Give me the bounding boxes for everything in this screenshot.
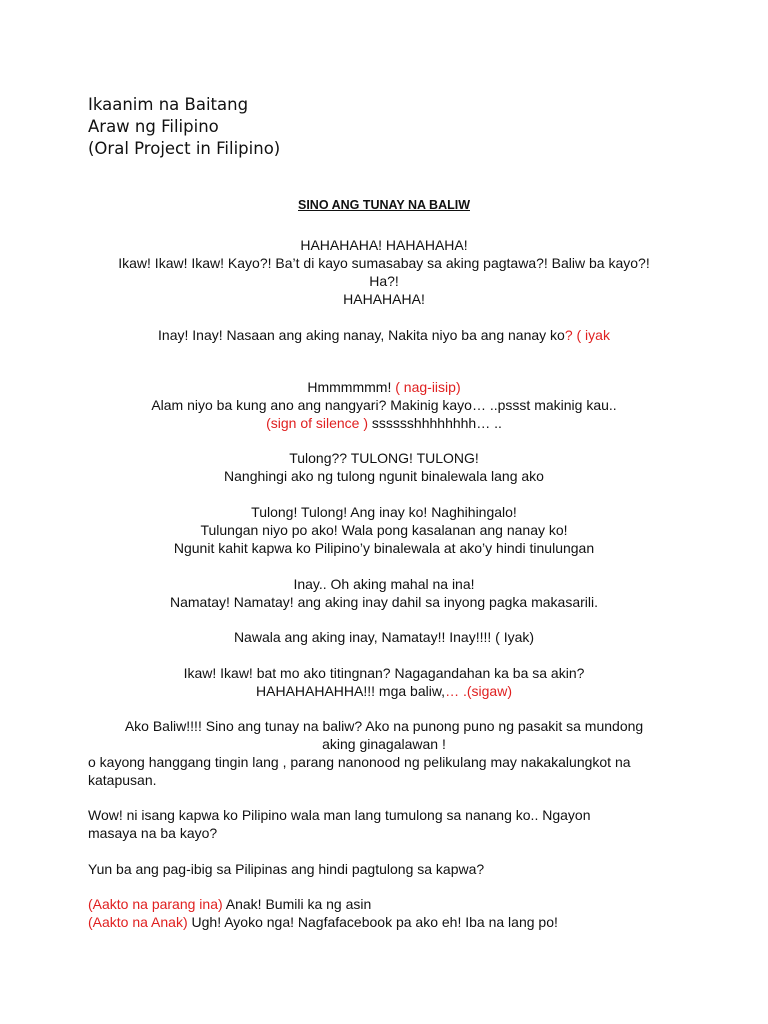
script-line (0, 414, 768, 432)
script-line (0, 326, 768, 344)
line-text: sssssshhhhhhhh… .. (368, 415, 502, 431)
script-line: Nawala ang aking inay, Namatay!! Inay!!!! ( Iyak) (233, 629, 535, 645)
script-line: HAHAHAHA! HAHAHAHA! (300, 237, 468, 253)
header-project: (Oral Project in Filipino) (88, 139, 281, 158)
script-line: Inay.. Oh aking mahal na ina! (293, 576, 475, 592)
script-line: Ngunit kahit kapwa ko Pilipino’y binalewala at ako’y hindi tinulungan (173, 540, 595, 556)
stage-direction: (Aakto na parang ina) (88, 896, 223, 912)
line-text: Inay! Inay! Nasaan ang aking nanay, Nakita niyo ba ang nanay ko (158, 327, 565, 343)
script-line: Ikaw! Ikaw! bat mo ako titingnan? Nagagandahan ka ba sa akin? (183, 665, 585, 681)
script-line: aking ginagalawan ! (322, 736, 446, 752)
stage-direction: (sign of silence ) (266, 415, 369, 431)
stage-direction: ( nag-iisip) (395, 379, 461, 395)
script-line (0, 378, 768, 396)
script-line: HAHAHAHA! (343, 291, 425, 307)
line-text: Anak! Bumili ka ng asin (222, 896, 372, 912)
script-line: Tulong?? TULONG! TULONG! (289, 450, 479, 466)
line-text: Hmmmmmm! (307, 379, 396, 395)
script-line: o kayong hanggang tingin lang , parang nanonood ng pelikulang may nakakalungkot na (88, 754, 631, 770)
script-line (88, 913, 558, 931)
header-event: Araw ng Filipino (88, 117, 219, 136)
script-line: Tulong! Tulong! Ang inay ko! Naghihingalo! (251, 504, 517, 520)
script-line: Wow! ni isang kapwa ko Pilipino wala man lang tumulong sa nanang ko.. Ngayon (88, 807, 591, 823)
document-header (88, 94, 280, 160)
script-line: katapusan. (88, 772, 157, 788)
script-line: Namatay! Namatay! ang aking inay dahil sa inyong pagka makasarili. (169, 594, 598, 610)
script-line (88, 895, 371, 913)
script-title: SINO ANG TUNAY NA BALIW (298, 198, 470, 212)
script-line: Yun ba ang pag-ibig sa Pilipinas ang hindi pagtulong sa kapwa? (88, 861, 485, 877)
script-line: masaya na ba kayo? (88, 825, 218, 841)
script-line (0, 682, 768, 700)
stage-direction: (Aakto na Anak) (88, 914, 188, 930)
line-text: Ugh! Ayoko nga! Nagfafacebook pa ako eh! Iba na lang po! (187, 914, 558, 930)
line-text: HAHAHAHAHHA!!! mga baliw, (256, 683, 446, 699)
script-line: Alam niyo ba kung ano ang nangyari? Makinig kayo… ..pssst makinig kau.. (151, 397, 617, 413)
script-line: Tulungan niyo po ako! Wala pong kasalanan ang nanay ko! (200, 522, 568, 538)
script-line: Ikaw! Ikaw! Ikaw! Kayo?! Ba’t di kayo sumasabay sa aking pagtawa?! Baliw ba kayo?! (118, 255, 650, 271)
header-grade: Ikaanim na Baitang (88, 95, 249, 114)
stage-direction: … .(sigaw) (445, 683, 512, 699)
script-line: Ako Baliw!!!! Sino ang tunay na baliw? Ako na punong puno ng pasakit sa mundong (124, 718, 644, 734)
script-line: Ha?! (369, 273, 399, 289)
script-line: Nanghingi ako ng tulong ngunit binalewala lang ako (224, 468, 544, 484)
stage-direction: ? ( iyak (564, 327, 610, 343)
